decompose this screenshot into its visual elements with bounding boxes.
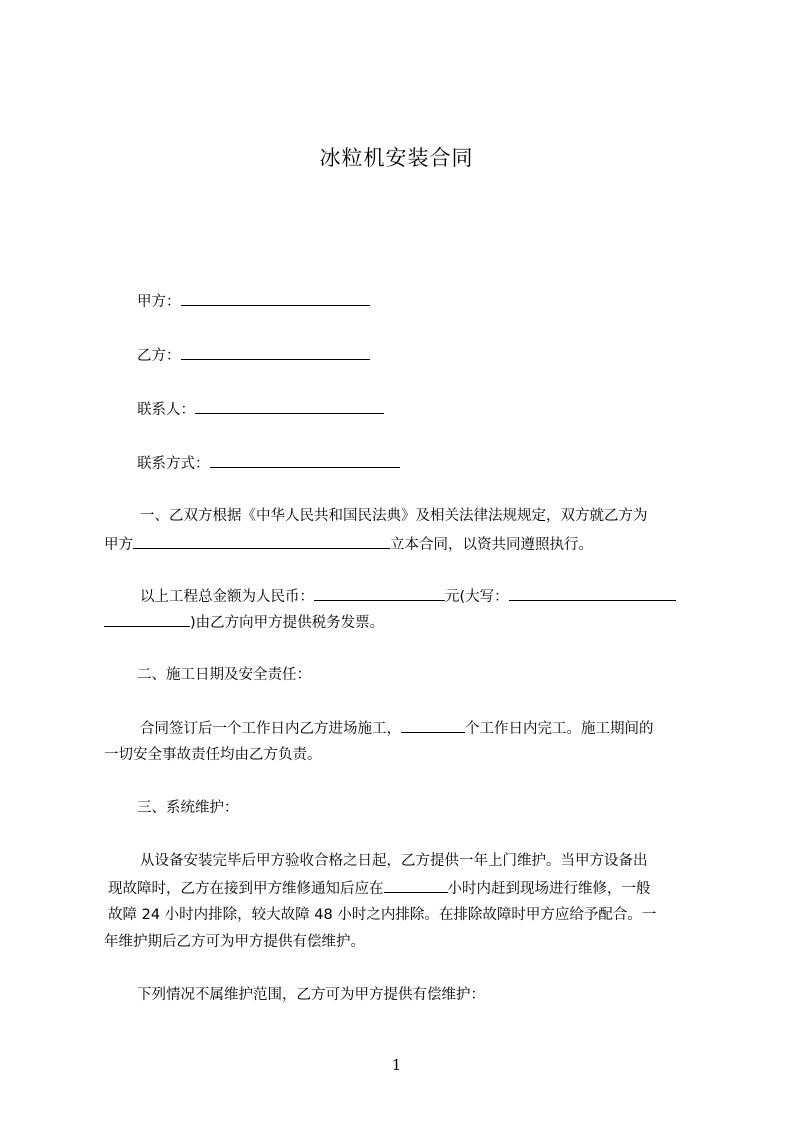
amount-line2 — [104, 613, 700, 632]
contact-person-label: 联系人： — [137, 402, 195, 418]
exclusions-line: 下列情况不属维护范围，乙方可为甲方提供有偿维护： — [137, 987, 485, 1003]
amount-line1 — [104, 587, 700, 606]
party-a-label: 甲方： — [137, 294, 181, 310]
party-b-line — [137, 346, 733, 365]
section2-line2: 一切安全事故责任均由乙方负责。 — [104, 747, 322, 763]
section3-suffix: 小时内赶到现场进行维修，一般 — [447, 881, 651, 897]
section3-prefix: 现故障时，乙方在接到甲方维修通知后应在 — [108, 881, 384, 897]
amount-words-blank-2[interactable] — [104, 613, 190, 627]
amount-words-blank-1[interactable] — [509, 587, 676, 601]
contact-method-blank[interactable] — [210, 454, 400, 468]
contact-person-line — [137, 400, 733, 419]
section2-prefix: 合同签订后一个工作日内乙方进场施工， — [140, 721, 401, 737]
contact-person-blank[interactable] — [195, 400, 384, 414]
section3-heading: 三、系统维护： — [137, 800, 239, 816]
party-b-blank[interactable] — [181, 346, 370, 360]
clause1-blank[interactable] — [133, 535, 390, 549]
party-a-blank[interactable] — [181, 292, 370, 306]
section3-line1: 从设备安装完毕后甲方验收合格之日起，乙方提供一年上门维护。当甲方设备出 — [140, 853, 648, 869]
amount-mid: 元(大写： — [445, 589, 509, 605]
contact-method-label: 联系方式： — [137, 456, 210, 472]
amount-prefix: 以上工程总金额为人民币： — [140, 589, 314, 605]
party-a-line — [137, 292, 733, 311]
contact-method-line — [137, 454, 733, 473]
clause1-suffix: 立本合同，以资共同遵照执行。 — [390, 537, 593, 553]
amount-suffix: )由乙方向甲方提供税务发票。 — [190, 615, 385, 631]
clause1-line2 — [104, 535, 700, 554]
clause1-line1: 一、乙双方根据《中华人民共和国民法典》及相关法律法规规定，双方就乙方为 — [140, 508, 648, 524]
section2-line1 — [104, 719, 700, 738]
section3-line2 — [104, 879, 704, 898]
section3-line3: 故障 24 小时内排除，较大故障 48 小时之内排除。在排除故障时甲方应给予配合。一 — [108, 907, 657, 923]
section2-heading: 二、施工日期及安全责任： — [137, 667, 311, 683]
response-hours-blank[interactable] — [384, 879, 448, 893]
section3-line4: 年维护期后乙方可为甲方提供有偿维护。 — [104, 934, 365, 950]
party-b-label: 乙方： — [137, 348, 181, 364]
workdays-blank[interactable] — [401, 719, 465, 733]
document-title: 冰粒机安装合同 — [319, 146, 474, 170]
page-number: 1 — [391, 1056, 402, 1074]
section2-suffix: 个工作日内完工。施工期间的 — [465, 721, 654, 737]
amount-number-blank[interactable] — [314, 587, 445, 601]
clause1-prefix: 甲方 — [104, 537, 133, 553]
